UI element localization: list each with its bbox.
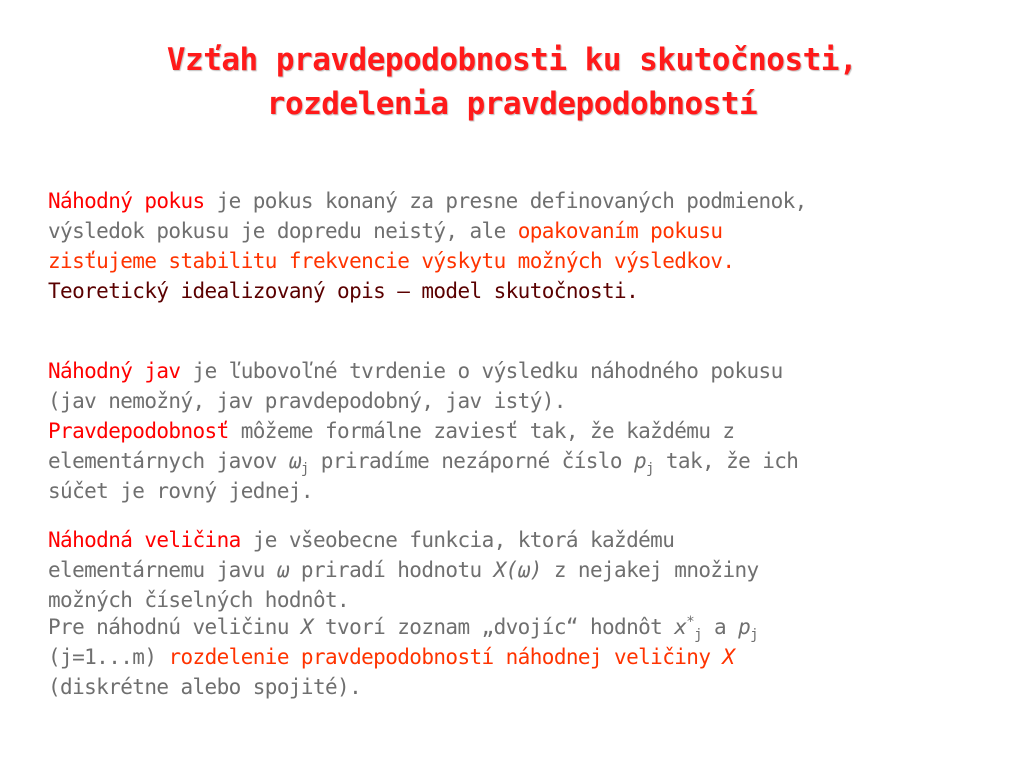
p1-line-1: Náhodný pokus je pokus konaný za presne definovaných podmienok, [48,189,807,213]
p4-line-2: elementárnemu javu ω priradí hodnotu X(ω) z nejakej množiny [48,558,759,582]
p1-line-3: zisťujeme stabilitu frekvencie výskytu možných výsledkov. [48,249,735,273]
p1-line-2: výsledok pokusu je dopredu neistý, ale opakovaním pokusu [48,219,723,243]
p4-line-1: Náhodná veličina je všeobecne funkcia, ktorá každému [48,528,675,552]
p4-line-3: možných číselných hodnôt. [48,588,350,612]
p2-line-1: Náhodný jav je ľubovoľné tvrdenie o výsledku náhodného pokusu [48,359,783,383]
slide-title [40,38,984,126]
omega-symbol: ω [276,558,289,582]
paragraph-random-experiment [48,186,988,306]
term-probability: Pravdepodobnosť [48,419,229,443]
paragraph-random-variable [48,525,988,615]
term-random-variable: Náhodná veličina [48,528,241,552]
p3-line-1: Pravdepodobnosť môžeme formálne zaviesť tak, že každému z [48,419,735,443]
paragraph-random-event [48,356,988,416]
omega-symbol: ω [288,449,301,473]
paragraph-probability [48,416,988,506]
p5-line-1: Pre náhodnú veličinu X tvorí zoznam „dvojíc“ hodnôt $x^*_j$ a $p_j$ [48,614,759,644]
paragraph-distribution [48,612,988,702]
highlight-repeating: opakovaním pokusu [517,219,723,243]
term-random-event: Náhodný jav [48,359,181,383]
p3-line-2: elementárnych javov $\omega_j$ priradíme nezáporné číslo $p_j$ tak, že ich [48,449,799,478]
highlight-distribution: rozdelenie pravdepodobností náhodnej veličiny [168,645,723,669]
title-line-2: rozdelenia pravdepodobností [266,86,758,122]
term-random-experiment: Náhodný pokus [48,189,205,213]
p5-line-2: (j=1...m) rozdelenie pravdepodobností náhodnej veličiny X [48,645,735,669]
title-line-1: Vzťah pravdepodobnosti ku skutočnosti, [166,42,858,78]
p2-line-2: (jav nemožný, jav pravdepodobný, jav istý). [48,389,566,413]
p1-line-4: Teoretický idealizovaný opis – model skutočnosti. [48,279,639,303]
p3-line-3: súčet je rovný jednej. [48,479,313,503]
p5-line-3: (diskrétne alebo spojité). [48,675,362,699]
